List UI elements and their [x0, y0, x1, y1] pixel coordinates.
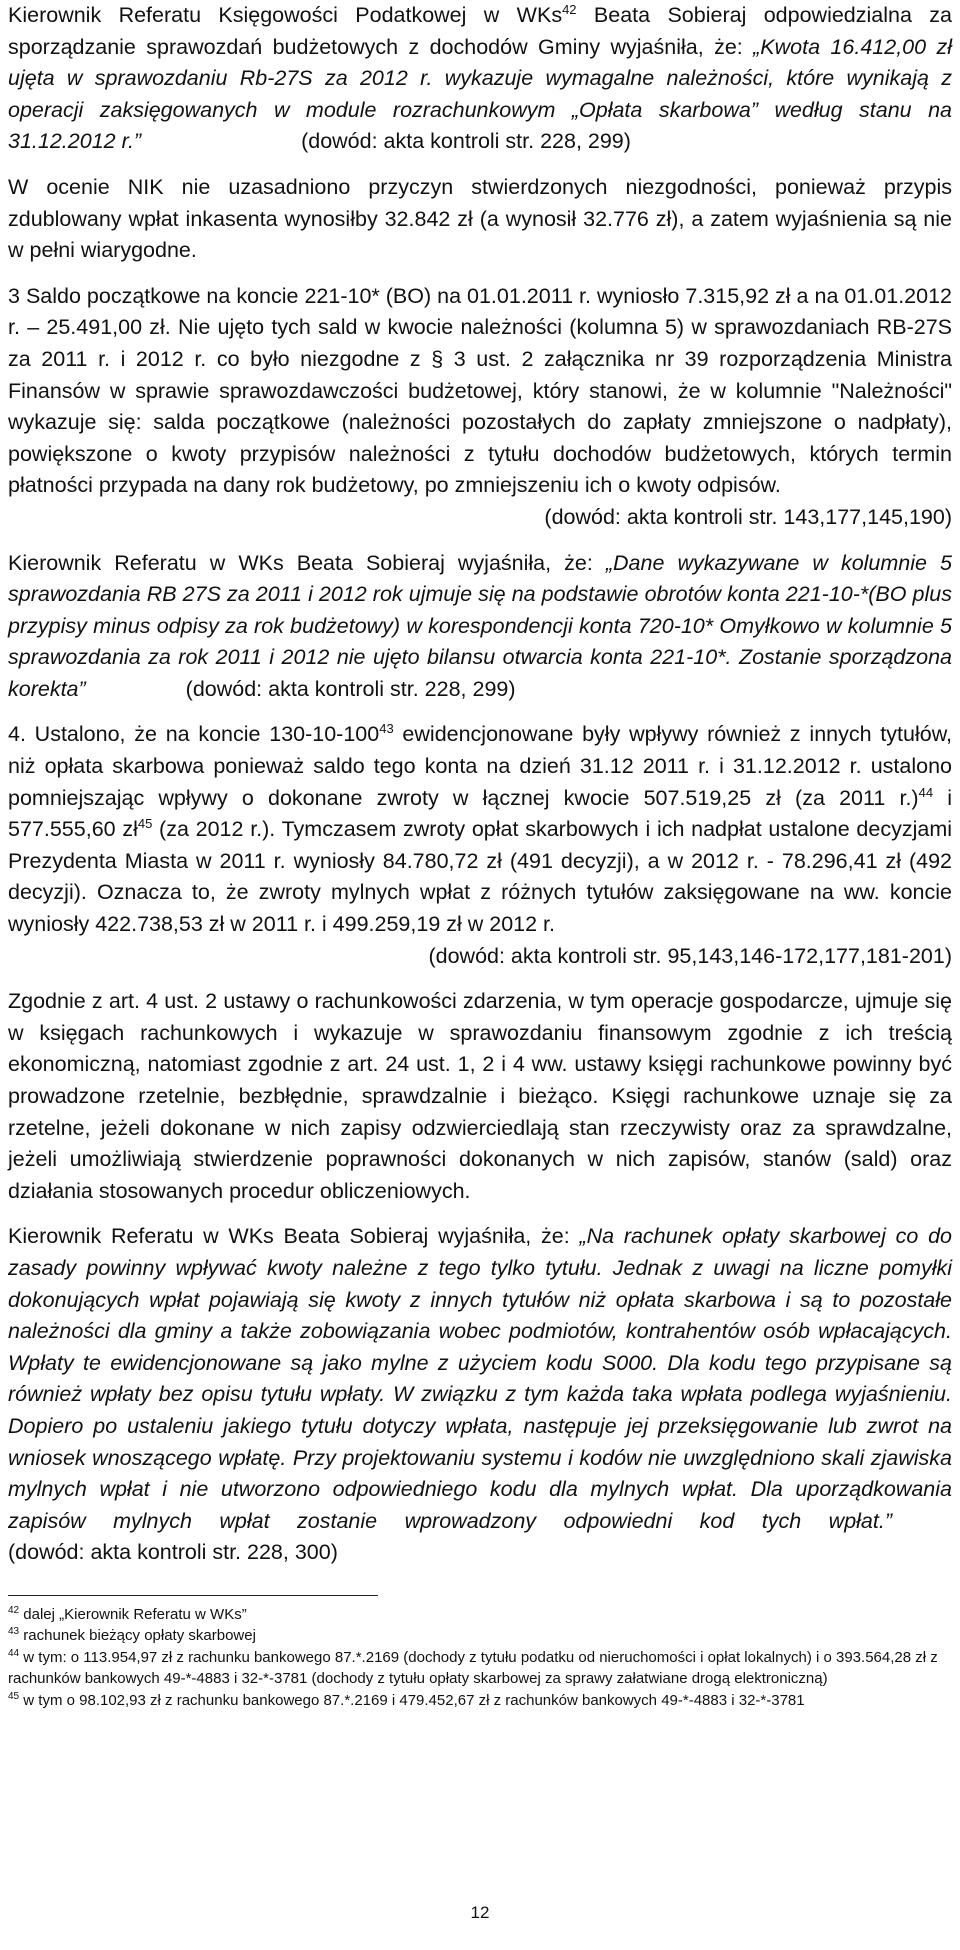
paragraph-explanation-1 — [8, 0, 952, 158]
evidence-reference: (dowód: akta kontroli str. 228, 299) — [185, 676, 516, 701]
text-segment: 4. Ustalono, że na koncie 130-10-100 — [8, 722, 380, 747]
evidence-reference: (dowód: akta kontroli str. 143,177,145,190) — [544, 504, 952, 529]
footnote-44 — [8, 1647, 952, 1690]
footnote-ref-44: 44 — [918, 784, 934, 800]
footnote-number: 45 — [8, 1690, 20, 1702]
text-segment: ewidencjonowane były wpływy również z innych tytułów, niż opłata skarbowa ponieważ saldo tego konta na dzień 31.12 2011 r. i 31.12.2012 r. ustalono pomniejszając wpływy o dokonane zwroty w łącznej kwocie 507.519,25 zł (za 2011 r.) — [8, 722, 953, 810]
footnote-ref-43: 43 — [379, 721, 394, 737]
footnote-ref-45: 45 — [137, 816, 153, 832]
paragraph-explanation-2 — [8, 548, 952, 706]
evidence-reference: (dowód: akta kontroli str. 228, 299) — [301, 129, 631, 154]
paragraph-explanation-3 — [8, 1221, 952, 1569]
footnote-text: w tym o 98.102,93 zł z rachunku bankowego 87.*.2169 i 479.452,67 zł z rachunków bankowych 49-*-4883 i 32-*-3781 — [19, 1691, 805, 1709]
footnote-text: rachunek bieżący opłaty skarbowej — [19, 1627, 256, 1645]
footnote-text: dalej „Kierownik Referatu w WKs” — [19, 1605, 247, 1623]
evidence-reference: (dowód: akta kontroli str. 228, 300) — [8, 1540, 338, 1565]
text-segment: Kierownik Referatu w WKs Beata Sobieraj wyjaśniła, że: — [8, 550, 606, 575]
document-page — [8, 0, 952, 1711]
quote-italic: „Na rachunek opłaty skarbowej co do zasady powinny wpływać kwoty należne z tego tylko tytułu. Jednak z uwagi na liczne pomyłki dokonujących wpłat pojawiają się kwoty z innych tytułów niż opłata skarbowa i są to pozostałe należności dla gminy a także zobowiązania wobec podmiotów, kontrahentów osób wpłacających. Wpłaty te ewidencjonowane są jako mylne z użyciem kodu S000. Dla kodu tego przypisane są również wpłaty bez opisu tytułu wpłaty. W związku z tym każda taka wpłata podlega wyjaśnieniu. Dopiero po ustaleniu jakiego tytułu dotyczy wpłata, następuje jej przeksięgowanie lub zwrot na wniosek wnoszącego wpłatę. Przy projektowaniu systemu i kodów nie uwzględniono skali zjawiska mylnych wpłat i nie utworzono odpowiedniego kodu dla mylnych wpłat. Dla uporządkowania zapisów mylnych wpłat zostanie wprowadzony odpowiedni kod tych wpłat.” — [8, 1224, 953, 1533]
page-number: 12 — [470, 1903, 490, 1922]
footnote-number: 44 — [8, 1647, 20, 1659]
footnote-43 — [8, 1625, 952, 1647]
text-segment: i 577.555,60 zł — [8, 785, 953, 842]
paragraph-nik-assessment: W ocenie NIK nie uzasadniono przyczyn stwierdzonych niezgodności, ponieważ przypis zdublowany wpłat inkasenta wynosiłby 32.842 zł (a wynosił 32.776 zł), a zatem wyjaśnienia są nie w pełni wiarygodne. — [8, 174, 952, 263]
footnote-number: 42 — [8, 1604, 20, 1616]
footnote-42 — [8, 1604, 952, 1626]
text-segment: Kierownik Referatu w WKs Beata Sobieraj wyjaśniła, że: — [8, 1224, 580, 1249]
footnote-text: w tym: o 113.954,97 zł z rachunku bankowego 87.*.2169 (dochody z tytułu podatku od nieruchomości i opłat lokalnych) i o 393.564,28 zł z rachunków bankowych 49-*-4883 i 32-*-3781 (dochody z tytułu opłaty skarbowej za sprawy załatwiane drogą elektroniczną) — [8, 1648, 938, 1688]
text-segment: Beata Sobieraj odpowiedzialna za sporządzanie sprawozdań budżetowych z dochodów Gminy wyjaśniła, że: — [8, 3, 953, 59]
paragraph-account-findings — [8, 719, 952, 940]
footnote-separator — [8, 1595, 378, 1596]
paragraph-accounting-law: Zgodnie z art. 4 ust. 2 ustawy o rachunkowości zdarzenia, w tym operacje gospodarcze, ujmuje się w księgach rachunkowych i wykazuje w sprawozdaniu finansowym zgodnie z ich treścią ekonomiczną, natomiast zgodnie z art. 24 ust. 1, 2 i 4 ww. ustawy księgi rachunkowe powinny być prowadzone rzetelnie, bezbłędnie, sprawdzalnie i bieżąco. Księgi rachunkowe uznaje się za rzetelne, jeżeli dokonane w nich zapisy odzwierciedlają stan rzeczywisty oraz za sprawdzalne, jeżeli umożliwiają stwierdzenie poprawności dokonanych w nich zapisów, stanów (sald) oraz działania stosowanych procedur obliczeniowych. — [8, 989, 952, 1203]
footnote-number: 43 — [8, 1626, 20, 1638]
paragraph-opening-balance: 3 Saldo początkowe na koncie 221-10* (BO) na 01.01.2011 r. wyniosło 7.315,92 zł a na 01.01.2012 r. – 25.491,00 zł. Nie ujęto tych sald w kwocie należności (kolumna 5) w sprawozdaniach RB-27S za 2011 r. i 2012 r. co było niezgodne z § 3 ust. 2 załącznika nr 39 rozporządzenia Ministra Finansów w sprawie sprawozdawczości budżetowej, który stanowi, że w kolumnie "Należności" wykazuje się: salda początkowe (należności pozostałych do zapłaty zmniejszone o nadpłaty), powiększone o kwoty przypisów należności z tytułu dochodów budżetowych, których termin płatności przypada na dany rok budżetowy, po zmniejszeniu ich o kwoty odpisów. — [8, 283, 952, 498]
evidence-reference: (dowód: akta kontroli str. 95,143,146-172,177,181-201) — [428, 943, 952, 968]
text-segment: (za 2012 r.). Tymczasem zwroty opłat skarbowych i ich nadpłat ustalone decyzjami Prezydenta Miasta w 2011 r. wyniosły 84.780,72 zł (491 decyzji), a w 2012 r. - 78.296,41 zł (492 decyzji). Oznacza to, że zwroty mylnych wpłat z różnych tytułów zaksięgowane na ww. koncie wyniosły 422.738,53 zł w 2011 r. i 499.259,19 zł w 2012 r. — [8, 817, 952, 937]
footnote-ref-42: 42 — [562, 1, 577, 17]
footnote-45 — [8, 1690, 952, 1712]
text-segment: Kierownik Referatu Księgowości Podatkowej w WKs — [8, 3, 563, 27]
quote-italic: „Dane wykazywane w kolumnie 5 sprawozdania RB 27S za 2011 i 2012 rok ujmuje się na podstawie obrotów konta 221-10-*(BO plus przypisy minus odpisy za rok budżetowy) w korespondencji konta 720-10* Omyłkowo w kolumnie 5 sprawozdania za rok 2011 i 2012 nie ujęto bilansu otwarcia konta 221-10*. Zostanie sporządzona korekta” — [8, 550, 952, 701]
quote-italic: „Kwota 16.412,00 zł ujęta w sprawozdaniu Rb-27S za 2012 r. wykazuje wymagalne należności, które wynikają z operacji zaksięgowanych w module rozrachunkowym „Opłata skarbowa” według stanu na 31.12.2012 r.” — [8, 34, 952, 154]
